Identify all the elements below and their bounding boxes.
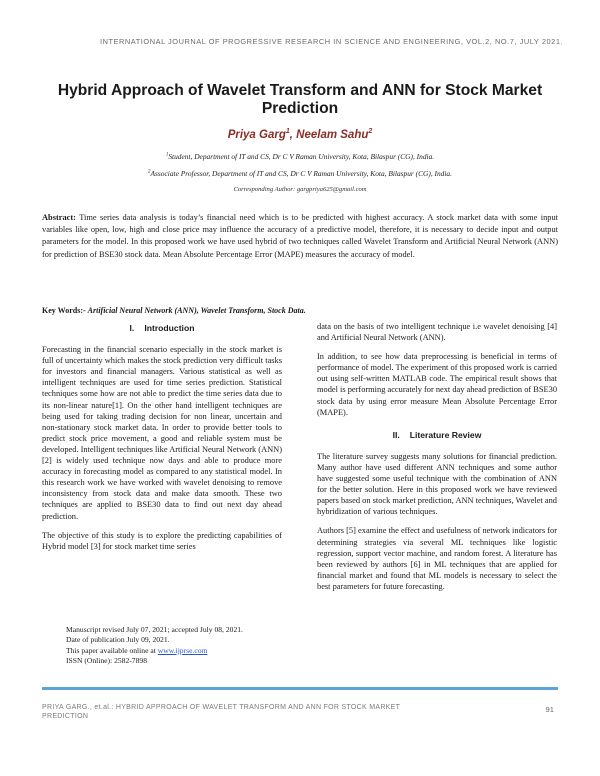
- author-2-name: Neelam Sahu: [296, 128, 369, 141]
- affiliation-2-mark: 2: [148, 169, 151, 175]
- abstract-text: Time series data analysis is today’s financial need which is to be predicted with highest accuracy. A stock market data with some input variables like open, low, high and close price may influence the accuracy of a predictive model, therefore, it is necessary to decide input and output parameters for the model. In this proposed work we have used hybrid of two techniques called Wavelet Transform and Artificial Neural Network (ANN) for prediction of BSE30 stock data. Mean Absolute Percentage Error (MAPE) measures the accuracy of model.: [42, 213, 558, 259]
- keywords-label: Key Words: [42, 306, 81, 315]
- affiliation-2-text: Associate Professor, Department of IT and CS, Dr C V Raman University, Kota, Bilaspur (CG), India.: [150, 169, 452, 178]
- keywords-text: Artificial Neural Network (ANN), Wavelet Transform, Stock Data.: [87, 306, 306, 315]
- author-1-affil-mark: 1: [285, 128, 290, 135]
- footer-running-title: PRIYA GARG., et.al.: HYBRID APPROACH OF WAVELET TRANSFORM AND ANN FOR STOCK MARKET PREDICTION: [42, 704, 401, 721]
- section-heading-literature-review: [317, 430, 557, 441]
- journal-header: INTERNATIONAL JOURNAL OF PROGRESSIVE RESEARCH IN SCIENCE AND ENGINEERING, VOL.2, NO.7, JULY 2021.: [100, 37, 564, 46]
- section-heading-introduction: [42, 323, 282, 334]
- section-number: I.: [129, 323, 135, 333]
- author-1-name: Priya Garg: [227, 128, 286, 141]
- literature-paragraph-2: Authors [5] examine the effect and usefulness of network indicators for determining strategies via several ML techniques like logistic regression, support vector machine, and random forest. A literature has been reviewed by authors [6] in ML techniques that are applied for financial market and found that ML models is necessary to select the best parameters for future forecasting.: [317, 526, 557, 591]
- author-separator: ,: [289, 128, 297, 141]
- affiliation-1-mark: 1: [165, 152, 169, 158]
- abstract: [42, 212, 558, 261]
- section-title: Literature Review: [409, 429, 482, 440]
- right-column: [317, 321, 557, 600]
- online-availability: [66, 646, 296, 656]
- page-number: 91: [545, 705, 554, 714]
- left-column: [42, 323, 282, 560]
- affiliation-2: [44, 169, 556, 178]
- intro-paragraph-4: In addition, to see how data preprocessing is beneficial in terms of performance of model. The experiment of this proposed work is carried out using self-written MATLAB code. The empirical result shows that model is performing accurately for next day ahead prediction of BSE30 stock data by using error measure Mean Absolute Percentage Error (MAPE).: [317, 352, 558, 417]
- keywords: [42, 306, 558, 315]
- intro-paragraph-2: The objective of this study is to explore the predicting capabilities of Hybrid model [3] for stock market time series: [42, 530, 282, 551]
- publication-date: Date of publication July 09, 2021.: [66, 635, 170, 645]
- author-2-affil-mark: 2: [368, 128, 373, 135]
- intro-paragraph-1: Forecasting in the financial scenario especially in the stock market is full of uncertainty which makes the stock prediction very difficult tasks for investors and financial managers. Various statistical as well as intelligent techniques are used for time series prediction. Statistical techniques some how are not able to predict the time series data due to its non-linear nature[1]. On the other hand intelligent techniques are being used for taking trading decision for non linear, uncertain and non-stationary stock market data. In order to provide better tools to predict stock price movement, a good and reliable system must be developed. Intelligent techniques like Artificial Neural Network (ANN) [2] is widely used technique now days and able to produce more accuracy in forecasting model as compared to any statistical model. In this research work we have worked with wavelet denoising to remove inconsistency from stock data and make data smooth. These two techniques are applied to BSE30 data to find out next day ahead prediction.: [42, 345, 283, 521]
- online-prefix: This paper available online at: [66, 645, 158, 655]
- issn: ISSN (Online): 2582-7898: [66, 655, 147, 665]
- abstract-label: Abstract:: [42, 213, 76, 222]
- literature-paragraph-1: The literature survey suggests many solutions for financial prediction. Many author have used different ANN techniques and some author have suggested some useful technique with the combination of ANN for the better solution. Here in this proposed work we have reviewed papers based on stock market prediction, ANN techniques, Wavelet and hybridization of various techniques.: [317, 451, 557, 517]
- affiliation-1: [44, 152, 556, 161]
- journal-website-link[interactable]: www.ijprse.com: [157, 645, 208, 655]
- intro-paragraph-3: data on the basis of two intelligent technique i.e wavelet denoising [4] and Artificial Neural Network (ANN).: [317, 322, 557, 343]
- affiliation-1-text: Student, Department of IT and CS, Dr C V Raman University, Kota, Bilaspur (CG), India.: [168, 152, 435, 161]
- footer-divider: [42, 687, 558, 690]
- manuscript-info: [66, 625, 296, 666]
- corresponding-author: Corresponding Author: gargpriya625@gmail.com: [233, 186, 367, 193]
- section-title: Introduction: [144, 323, 195, 333]
- author-list: [44, 128, 556, 141]
- section-number: II.: [392, 429, 400, 440]
- paper-title: Hybrid Approach of Wavelet Transform and ANN for Stock Market Prediction: [57, 82, 543, 117]
- keywords-separator: :-: [80, 306, 88, 315]
- manuscript-dates: Manuscript revised July 07, 2021; accepted July 08, 2021.: [66, 625, 243, 634]
